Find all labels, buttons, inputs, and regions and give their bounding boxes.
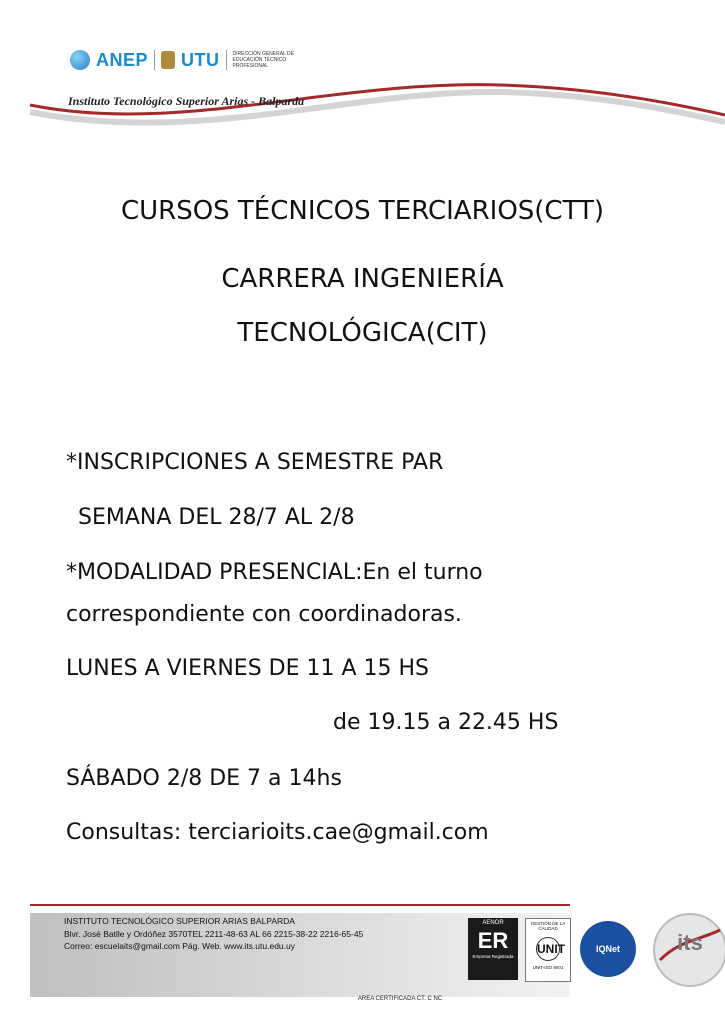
semana-text: SEMANA DEL 28/7 AL 2/8 [78,505,355,530]
horario-tarde: de 19.15 a 22.45 HS [333,710,559,735]
logo-direccion-text: DIRECCIÓN GENERAL DE EDUCACIÓN TÉCNICO PROFESIONAL [232,51,295,69]
unit-mark: UNIT [536,937,560,961]
title-cit-line1: CARRERA INGENIERÍA [221,264,504,294]
aenor-label: AENOR [482,920,504,926]
anep-logo-text: ANEP [96,49,149,70]
footer-swoosh-decoration [0,895,725,915]
unit-label: GESTIÓN DE LA CALIDAD [530,921,566,931]
institute-name: Instituto Tecnológico Superior Arias - Balparda [68,94,305,108]
modalidad-text-2: correspondiente con coordinadoras. [66,602,462,627]
horario-sabado: SÁBADO 2/8 DE 7 a 14hs [66,766,342,791]
footer-contact-block [64,915,363,953]
aenor-subtitle: Empresa Registrada [472,954,514,959]
aenor-certification-logo [468,918,518,980]
horario-lunes-viernes: LUNES A VIERNES DE 11 A 15 HS [66,656,430,681]
unit-iso: UNIT-ISO 9001 [532,965,564,970]
its-logo [650,910,725,990]
title-ctt: CURSOS TÉCNICOS TERCIARIOS(CTT) [120,196,605,226]
modalidad-text-1: *MODALIDAD PRESENCIAL:En el turno [66,560,483,585]
unit-certification-logo [525,918,571,982]
aenor-er-mark: ER [477,928,509,953]
title-cit-line2: TECNOLÓGICA(CIT) [237,318,488,348]
footer-certified-area-note: AREA CERTIFICADA CT. C NC [357,996,443,1002]
consultas-email[interactable]: Consultas: terciarioits.cae@gmail.com [66,820,489,845]
footer-institute-name: INSTITUTO TECNOLÓGICO SUPERIOR ARIAS BALPARDA [64,916,295,926]
its-logo-text: its [677,930,703,955]
utu-logo-text: UTU [181,49,220,70]
iqnet-certification-logo: IQNet [580,921,636,977]
footer-contact: Correo: escuelaits@gmail.com Pág. Web. www.its.utu.edu.uy [64,941,295,951]
inscripciones-text: *INSCRIPCIONES A SEMESTRE PAR [66,450,444,475]
footer-address: Blvr. José Batlle y Ordóñez 3570TEL 2211-48-63 AL 66 2215-38-22 2216-65-45 [64,928,364,939]
